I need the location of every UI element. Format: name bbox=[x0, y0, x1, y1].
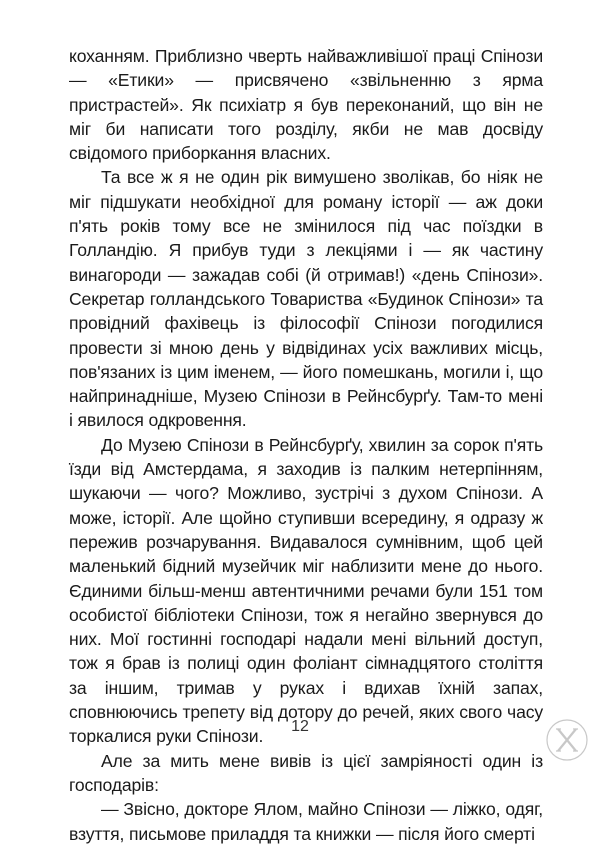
paragraph-3: До Музею Спінози в Рейнсбурґу, хвилин за сорок п'ять їзди від Амстердама, я заходив із палким нетерпінням, шукаючи — чого? Можливо, зустрічі з духом Спінози. А може, історії. Але щойно ступивши всередину, я одразу ж пережив розчарування. Видавалося сумнівним, щоб цей маленький бідний музейчик міг наблизити мене до нього. Єдиними більш-менш автентичними речами були 151 том особистої бібліотеки Спінози, тож я негайно звернувся до них. Мої гостинні господарі надали мені вільний доступ, тож я брав із полиці один фоліант сімнадцятого століття за іншим, тримав у руках і вдихав їхній запах, сповнюючись трепету від дотору до речей, яких свого часу торкалися руки Спінози. bbox=[69, 434, 543, 747]
paragraph-1: коханням. Приблизно чверть найважливішої праці Спінози — «Етики» — присвячено «звільненню з ярма пристрастей». Як психіатр я був переконаний, що він не міг би написати того розділу, якби не мав досвіду свідомого приборкання власних. bbox=[69, 46, 543, 164]
page-number: 12 bbox=[291, 718, 309, 735]
paragraph-2: Та все ж я не один рік вимушено зволікав, бо ніяк не міг підшукати необхідної для роману історії — аж доки п'ять років тому все не змінилося під час поїздки в Голландію. Я прибув туди з лекціями і — як частину винагороди — зажадав собі (й отримав!) «день Спінози». Секретар голландського Товариства «Будинок Спінози» та провідний фахівець із філософії Спінози погодилися провести зі мною день у відвідинах усіх важливих місць, пов'язаних із цим іменем, — його помешкань, могили і, що найпринадніше, Музею Спінози в Рейнсбурґу. Там-то мені і явилося одкровення. bbox=[69, 167, 543, 431]
paragraph-4: Але за мить мене вивів із цієї замріяності один із господарів: bbox=[69, 750, 543, 795]
paragraph-5: — Звісно, докторе Ялом, майно Спінози — ліжко, одяг, взуття, письмове приладдя та книжки — після його смерті bbox=[69, 799, 543, 844]
x-letter-seal-icon bbox=[544, 717, 590, 763]
